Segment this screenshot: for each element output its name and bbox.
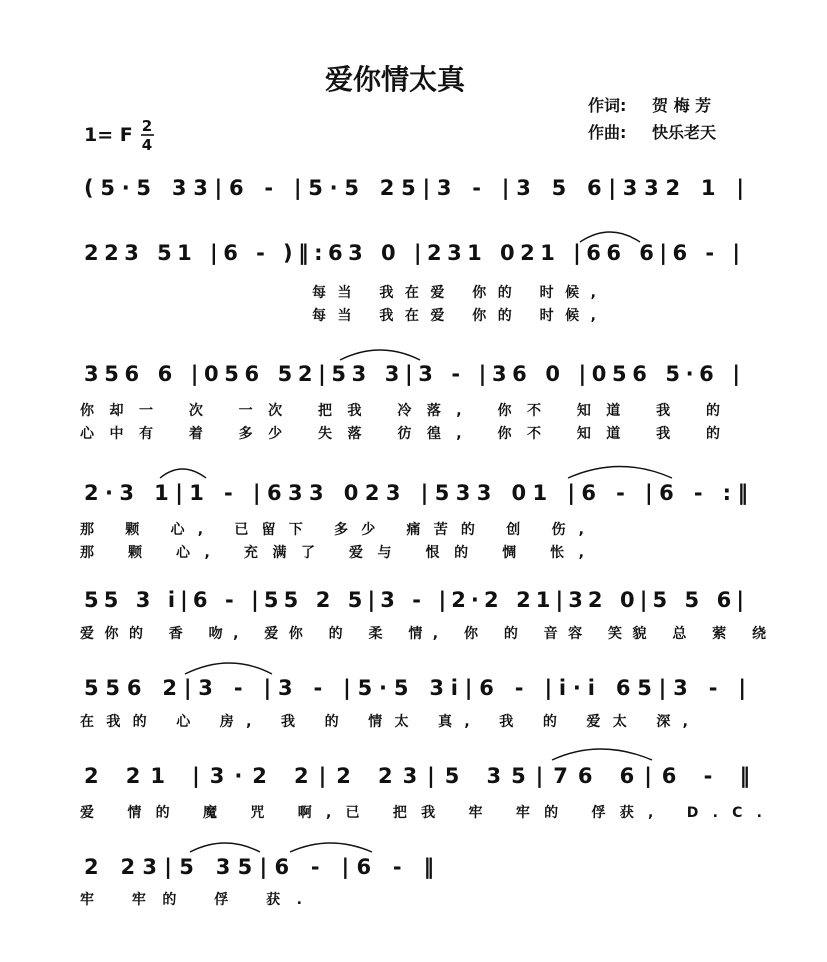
system-6 xyxy=(80,663,746,730)
system-7 xyxy=(79,749,762,821)
lyric-row: 那 颗 心, 已留下 多少 痛苦的 创 伤, xyxy=(80,522,584,538)
song-title: 爱你情太真 xyxy=(324,63,466,96)
composer-label: 作曲: xyxy=(588,123,627,142)
music-row: 2 21 |3·2 2|2 23|5 35|76 6|6 - ‖ xyxy=(84,764,751,788)
system-4 xyxy=(80,467,748,562)
music-row: 55 3 i|6 - |55 2 5|3 - |2·2 21|32 0|5 5 6| xyxy=(84,588,744,612)
system-8 xyxy=(80,843,434,908)
slur xyxy=(185,663,272,674)
slur xyxy=(552,749,652,760)
lyricist-label: 作词: xyxy=(588,96,627,115)
music-row: 2 23|5 35|6 - |6 - ‖ xyxy=(84,855,434,879)
system-1 xyxy=(84,176,744,201)
time-signature-top: 2 xyxy=(141,117,153,135)
slur xyxy=(568,467,672,479)
lyric-row: 每当 我在爱 你的 时候, xyxy=(312,285,596,301)
lyric-row: 心中有 着 多少 失落 彷徨, 你不 知道 我 的 xyxy=(80,426,720,442)
lyric-row: 牢 牢的 俘 获. xyxy=(80,892,302,908)
music-row: 2·3 1|1 - |633 023 |533 01 |6 - |6 - :‖ xyxy=(84,481,749,505)
lyricist-name: 贺 梅 芳 xyxy=(652,96,712,115)
slur xyxy=(290,843,372,852)
system-3 xyxy=(80,350,740,442)
lyric-row: 那 颗 心, 充满了 爱与 恨的 惆 怅, xyxy=(80,545,585,561)
lyric-row: 每当 我在爱 你的 时候, xyxy=(312,308,596,324)
lyric-row: 你却一 次 一次 把我 冷落, 你不 知道 我 的 xyxy=(80,403,720,419)
music-row: (5·5 33|6 - |5·5 25|3 - |3 5 6|332 1 | xyxy=(84,176,744,200)
lyric-row: 在我的 心 房, 我 的 情太 真, 我 的 爱太 深, xyxy=(80,714,688,730)
system-5 xyxy=(79,588,766,642)
time-signature-bottom: 4 xyxy=(141,136,153,154)
music-row: 556 2|3 - |3 - |5·5 3i|6 - |i·i 65|3 - | xyxy=(84,676,746,700)
music-row: 223 51 |6 - )‖:63 0 |231 021 |66 6|6 - | xyxy=(84,241,741,265)
slur xyxy=(340,350,420,360)
slur xyxy=(190,843,260,852)
lyric-row: 爱你的 香 吻, 爱你 的 柔 情, 你 的 音容 笑貌 总 萦 绕 xyxy=(80,626,766,642)
lyric-row: 爱 情的 魔 咒 啊,已 把我 牢 牢的 俘获, D.C. xyxy=(80,805,762,821)
slur xyxy=(160,469,206,478)
key-signature: 1= F xyxy=(84,124,133,146)
music-row: 356 6 |056 52|53 3|3 - |36 0 |056 5·6 | xyxy=(84,362,740,386)
system-2 xyxy=(84,232,740,324)
composer-name: 快乐老天 xyxy=(652,123,717,142)
